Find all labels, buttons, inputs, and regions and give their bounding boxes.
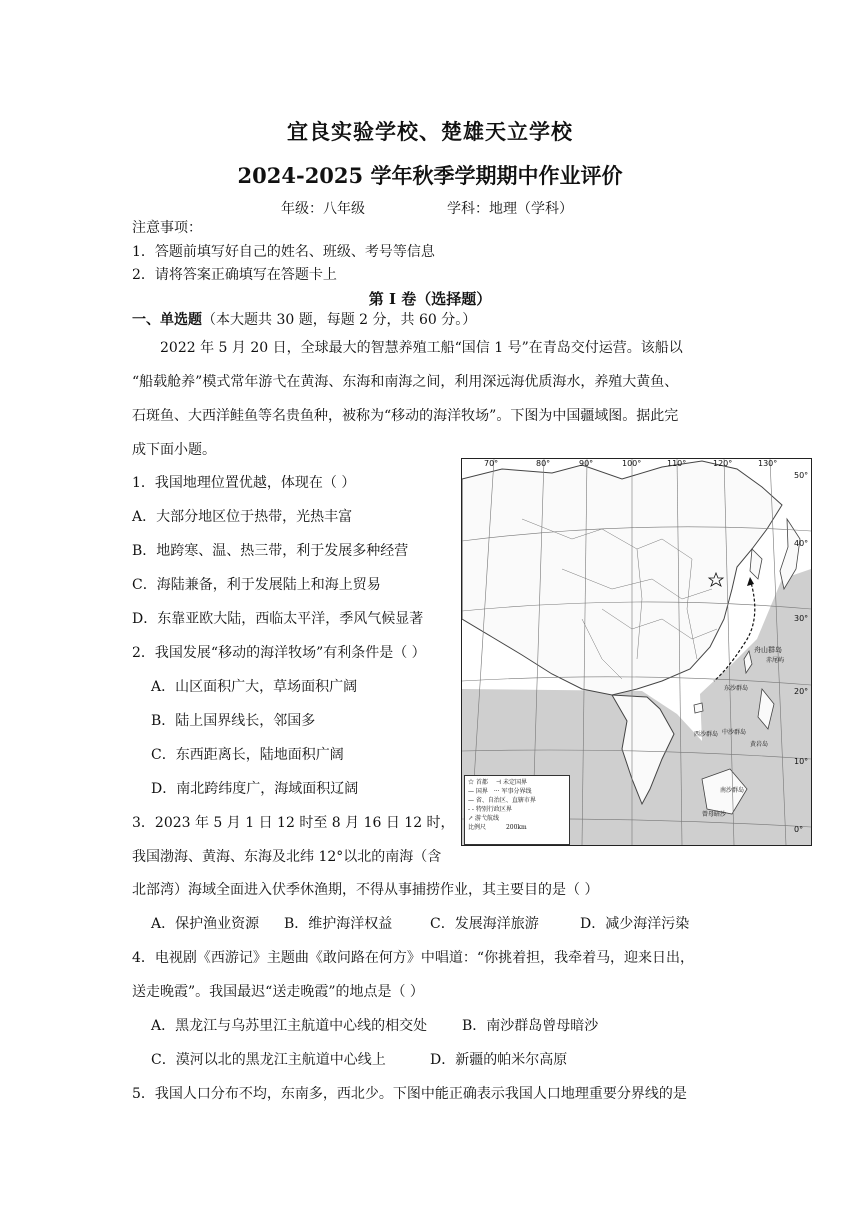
option: C．发展海洋旅游 <box>430 916 539 932</box>
subject-label: 学科：地理（学科） <box>447 201 573 217</box>
question-stem: 1．我国地理位置优越，体现在（ ） <box>132 475 356 491</box>
option: C．东西距离长，陆地面积广阔 <box>151 747 344 763</box>
lon-label: 90° <box>579 459 594 468</box>
lon-label: 100° <box>622 459 642 468</box>
option: A．大部分地区位于热带，光热丰富 <box>132 509 353 525</box>
option: B．维护海洋权益 <box>284 916 393 932</box>
passage-line: 2022 年 5 月 20 日，全球最大的智慧养殖工船“国信 1 号”在青岛交付运营。该船以 <box>160 340 683 356</box>
option: B．陆上国界线长，邻国多 <box>151 713 316 729</box>
grade-label: 年级：八年级 <box>281 201 365 217</box>
notes-title: 注意事项： <box>132 220 202 236</box>
lat-label: 0° <box>794 825 804 834</box>
place-label: 赤尾屿 <box>766 657 785 664</box>
question-stem: 4．电视剧《西游记》主题曲《敢问路在何方》中唱道：“你挑着担，我牵着马，迎来日出， <box>132 950 695 966</box>
exam-title: 2024-2025 学年秋季学期期中作业评价 <box>237 163 623 188</box>
place-label: 舟山群岛 <box>754 646 782 654</box>
option: A．保护渔业资源 <box>151 916 260 932</box>
option: D．东靠亚欧大陆，西临太平洋，季风气候显著 <box>132 611 424 627</box>
lon-label: 110° <box>667 459 687 468</box>
question-stem: 2．我国发展“移动的海洋牧场”有利条件是（ ） <box>132 645 426 661</box>
option: D．新疆的帕米尔高原 <box>430 1052 568 1068</box>
question-type-label: 一、单选题 <box>132 312 202 328</box>
place-label: 东沙群岛 <box>724 685 749 692</box>
option: B．地跨寒、温、热三带，利于发展多种经营 <box>132 543 409 559</box>
question-type-header <box>132 310 476 330</box>
notes-item: 2．请将答案正确填写在答题卡上 <box>132 267 337 283</box>
option: A．山区面积广大，草场面积广阔 <box>151 679 358 695</box>
notes-item: 1．答题前填写好自己的姓名、班级、考号等信息 <box>132 244 435 260</box>
school-title: 宜良实验学校、楚雄天立学校 <box>287 119 573 144</box>
place-label: 西沙群岛 <box>694 731 719 738</box>
lat-label: 30° <box>794 614 809 623</box>
passage-line: “船载舱养”模式常年游弋在黄海、东海和南海之间，利用深远海优质海水，养殖大黄鱼、 <box>132 374 679 390</box>
question-stem: 我国渤海、黄海、东海及北纬 12°以北的南海（含 <box>132 849 442 865</box>
option: D．减少海洋污染 <box>580 916 690 932</box>
lon-label: 80° <box>536 459 551 468</box>
passage-line: 石斑鱼、大西洋鲑鱼等名贵鱼种，被称为“移动的海洋牧场”。下图为中国疆域图。据此完 <box>132 408 679 424</box>
option: C．漠河以北的黑龙江主航道中心线上 <box>151 1052 386 1068</box>
place-label: 黄岩岛 <box>750 741 769 748</box>
section-title: 第 I 卷（选择题） <box>368 290 492 308</box>
legend-capital-icon: ☆ <box>468 779 476 786</box>
option: C．海陆兼备，利于发展陆上和海上贸易 <box>132 577 381 593</box>
lat-label: 20° <box>794 687 809 696</box>
question-stem: 送走晚霞”。我国最迟“送走晚霞”的地点是（ ） <box>132 984 424 1000</box>
lat-label: 50° <box>794 471 809 480</box>
place-label: 南沙群岛 <box>720 787 745 794</box>
question-stem: 5．我国人口分布不均，东南多，西北少。下图中能正确表示我国人口地理重要分界线的是 <box>132 1086 687 1102</box>
map-legend: ☆ 首都 ⊣ 未定国界 — 国界 ··· 军事分界线 — 省、自治区、直辖市界 - - 特别行政区界 ↗ 游弋航线 比例尺 200km <box>464 775 570 845</box>
passage-line: 成下面小题。 <box>132 442 216 458</box>
option: B．南沙群岛曾母暗沙 <box>462 1018 599 1034</box>
lon-label: 70° <box>484 459 499 468</box>
route-arrow-icon: ↗ <box>468 815 475 822</box>
place-label: 中沙群岛 <box>722 729 747 736</box>
option: A．黑龙江与乌苏里江主航道中心线的相交处 <box>151 1018 428 1034</box>
option: D．南北跨纬度广，海域面积辽阔 <box>151 781 359 797</box>
question-stem: 北部湾）海域全面进入伏季休渔期，不得从事捕捞作业，其主要目的是（ ） <box>132 882 599 898</box>
lat-label: 40° <box>794 539 809 548</box>
china-territory-map <box>461 458 812 846</box>
lon-label: 130° <box>758 459 778 468</box>
lat-label: 10° <box>794 757 809 766</box>
place-label: 曾母暗沙 <box>702 811 727 818</box>
lon-label: 120° <box>713 459 733 468</box>
question-stem: 3．2023 年 5 月 1 日 12 时至 8 月 16 日 12 时， <box>132 815 455 831</box>
question-type-desc: （本大题共 30 题，每题 2 分，共 60 分。） <box>202 312 477 328</box>
